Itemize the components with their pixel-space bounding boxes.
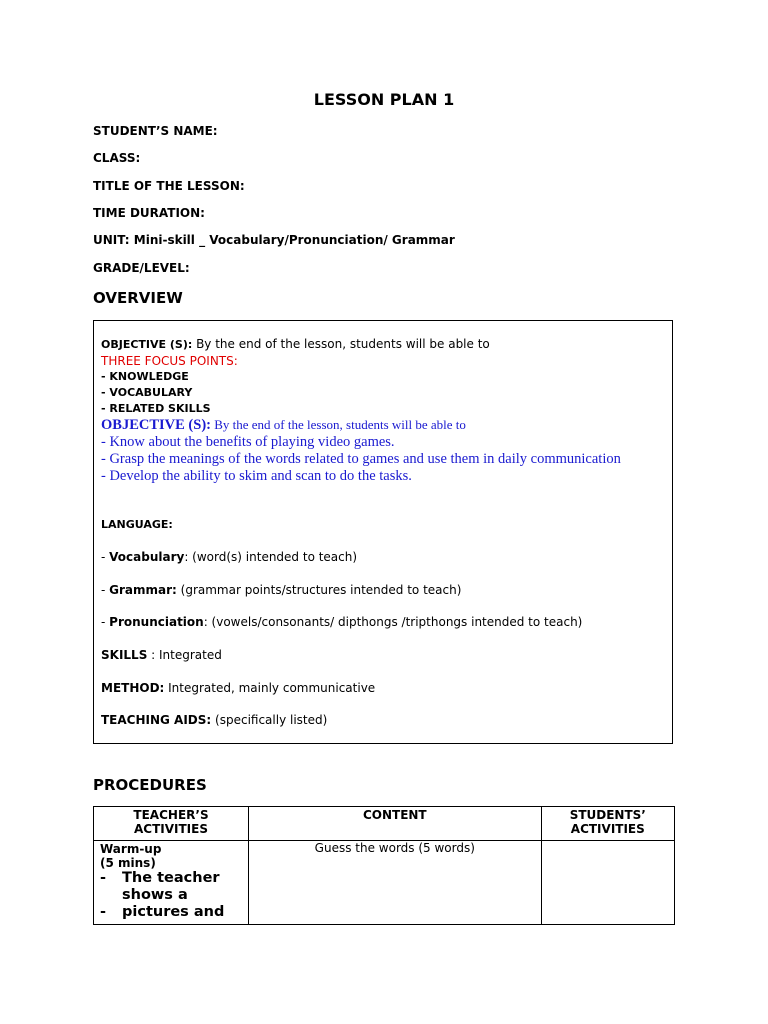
- objective2-label: OBJECTIVE (S):: [101, 417, 211, 433]
- students-activities-cell: [541, 841, 674, 925]
- pron-text: : (vowels/consonants/ dipthongs /tripthongs intended to teach): [203, 615, 583, 629]
- focus-heading: THREE FOCUS POINTS:: [101, 354, 238, 368]
- pronunciation-line: [101, 615, 582, 629]
- field-grade-level: GRADE/LEVEL:: [93, 261, 190, 275]
- overview-heading: OVERVIEW: [93, 289, 183, 307]
- vocabulary-line: [101, 550, 357, 564]
- grammar-text: (grammar points/structures intended to teach): [176, 583, 462, 597]
- objective-text: By the end of the lesson, students will be able to: [192, 337, 490, 351]
- bullet-text-1: The teacher shows a: [122, 870, 220, 903]
- teaching-aids-line: [101, 713, 327, 727]
- skills-text: : Integrated: [147, 648, 222, 662]
- language-label: LANGUAGE:: [101, 518, 173, 531]
- method-label: METHOD:: [101, 681, 165, 695]
- method-line: [101, 681, 375, 695]
- header-students-activities: STUDENTS’ ACTIVITIES: [541, 807, 674, 841]
- procedures-table: [93, 806, 675, 925]
- method-text: Integrated, mainly communicative: [164, 681, 376, 695]
- focus-point-vocabulary: - VOCABULARY: [101, 386, 193, 399]
- field-time-duration: TIME DURATION:: [93, 206, 205, 220]
- content-cell: Guess the words (5 words): [249, 841, 542, 925]
- pron-prefix: -: [101, 615, 110, 629]
- vocab-text: : (word(s) intended to teach): [184, 550, 358, 564]
- focus-point-knowledge: - KNOWLEDGE: [101, 370, 189, 383]
- focus-point-skills: - RELATED SKILLS: [101, 402, 211, 415]
- bullet-text-2: pictures and: [122, 904, 225, 920]
- vocab-label: Vocabulary: [109, 550, 185, 564]
- field-class: CLASS:: [93, 151, 141, 165]
- grammar-label: Grammar:: [109, 583, 177, 597]
- vocab-prefix: -: [101, 550, 110, 564]
- table-header-row: [94, 807, 675, 841]
- header-content: CONTENT: [249, 807, 542, 841]
- header-teacher-activities: TEACHER’S ACTIVITIES: [94, 807, 249, 841]
- list-item: - The teacher shows a: [100, 870, 242, 904]
- objective-item-2: - Grasp the meanings of the words related to games and use them in daily communication: [101, 451, 621, 467]
- aids-label: TEACHING AIDS:: [101, 713, 212, 727]
- pron-label: Pronunciation: [109, 615, 204, 629]
- stage-time: (5 mins): [100, 856, 156, 870]
- field-unit: UNIT: Mini-skill _ Vocabulary/Pronunciation/ Grammar: [93, 233, 455, 247]
- grammar-line: [101, 583, 461, 597]
- table-row: [94, 841, 675, 925]
- skills-line: [101, 648, 222, 662]
- warm-up-block: [94, 841, 248, 924]
- teacher-activities-cell: [94, 841, 249, 925]
- procedures-heading: PROCEDURES: [93, 776, 207, 794]
- objective-line: [101, 337, 490, 351]
- objective2-text: By the end of the lesson, students will be able to: [210, 417, 466, 432]
- grammar-prefix: -: [101, 583, 110, 597]
- overview-box: [93, 320, 673, 744]
- field-lesson-title: TITLE OF THE LESSON:: [93, 179, 245, 193]
- list-item: - pictures and: [100, 904, 225, 920]
- objective2-line: [101, 417, 466, 434]
- objective-item-3: - Develop the ability to skim and scan to do the tasks.: [101, 468, 412, 484]
- aids-text: (specifically listed): [211, 713, 328, 727]
- stage-label: Warm-up: [100, 842, 162, 856]
- field-student-name: STUDENT’S NAME:: [93, 124, 218, 138]
- objective-item-1: - Know about the benefits of playing video games.: [101, 434, 395, 450]
- objective-label: OBJECTIVE (S):: [101, 338, 193, 351]
- skills-label: SKILLS: [101, 648, 148, 662]
- page-title: LESSON PLAN 1: [313, 90, 455, 109]
